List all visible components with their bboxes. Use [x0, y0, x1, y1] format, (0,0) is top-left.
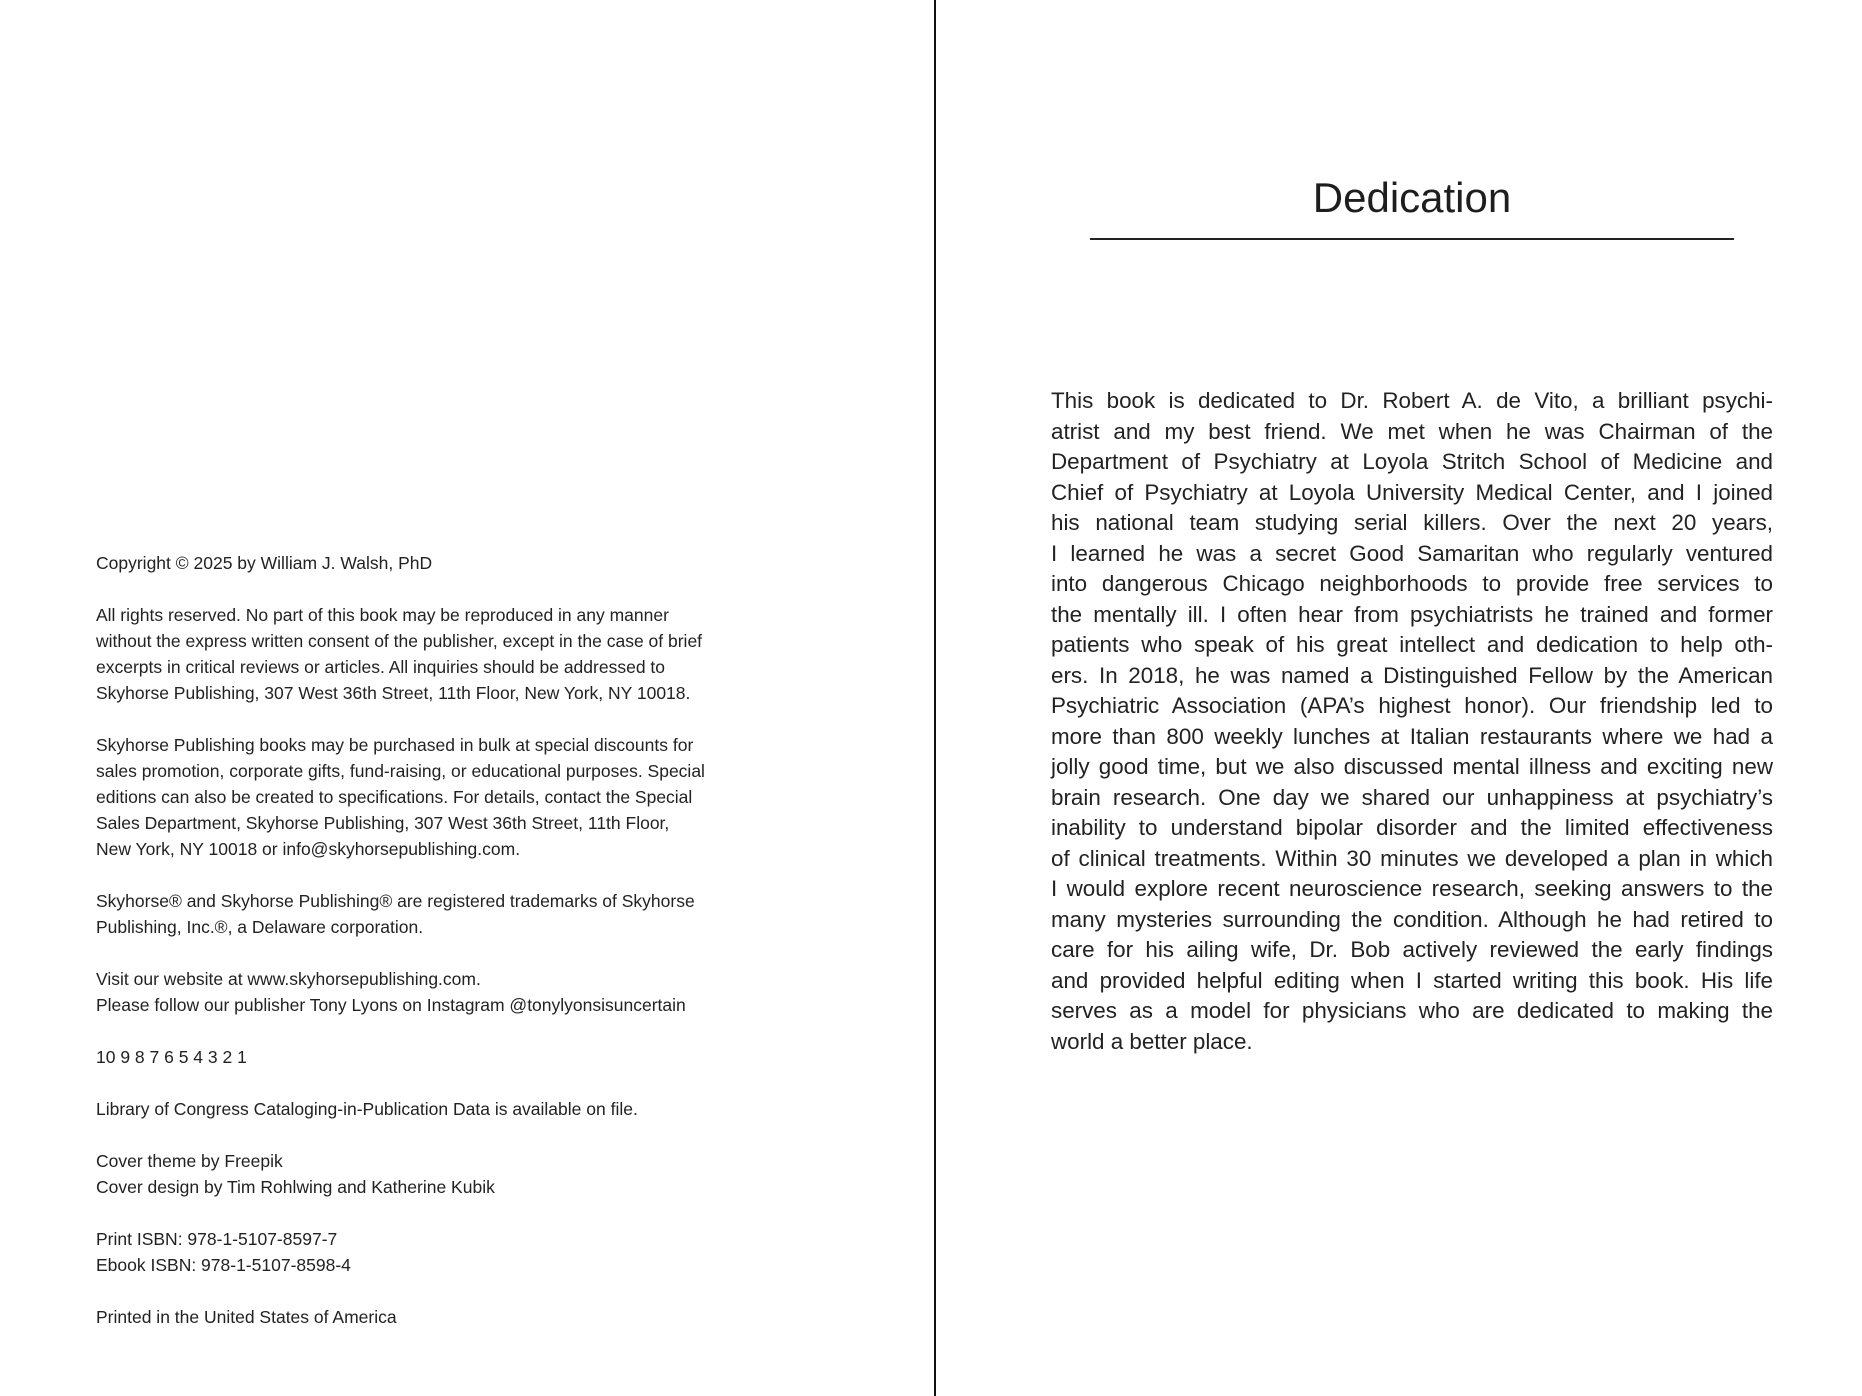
text-line: Skyhorse Publishing, 307 West 36th Street, 11th Floor, New York, NY 10018.	[96, 683, 691, 703]
text-line: Printed in the United States of America	[96, 1307, 397, 1327]
text-line: editions can also be created to specifications. For details, contact the Special	[96, 787, 693, 807]
text-line: patients who speak of his great intellect and dedication to help oth-	[1051, 632, 1773, 657]
text-line: his national team studying serial killers. Over the next 20 years,	[1051, 510, 1773, 535]
text-line: serves as a model for physicians who are dedicated to making the	[1051, 998, 1773, 1023]
copyright-notice	[96, 550, 816, 576]
text-line: Visit our website at www.skyhorsepublishing.com.	[96, 969, 481, 989]
text-line: into dangerous Chicago neighborhoods to provide free services to	[1051, 571, 1773, 596]
text-line: 10 9 8 7 6 5 4 3 2 1	[96, 1047, 247, 1067]
text-line: ers. In 2018, he was named a Distinguished Fellow by the American	[1051, 662, 1773, 688]
text-line: Cover theme by Freepik	[96, 1151, 283, 1171]
cover-credits	[96, 1148, 816, 1200]
text-line: Please follow our publisher Tony Lyons on Instagram @tonylyonsisuncertain	[96, 995, 686, 1015]
text-line: Sales Department, Skyhorse Publishing, 307 West 36th Street, 11th Floor,	[96, 813, 670, 833]
text-line: Psychiatric Association (APA’s highest honor). Our friendship led to	[1051, 693, 1773, 718]
text-line: without the express written consent of the publisher, except in the case of brief	[96, 631, 703, 651]
text-line: the mentally ill. I often hear from psychiatrists he trained and former	[1051, 601, 1773, 627]
text-line: of clinical treatments. Within 30 minutes we developed a plan in which	[1051, 845, 1773, 871]
text-line: I learned he was a secret Good Samaritan who regularly ventured	[1051, 540, 1773, 566]
text-line: Department of Psychiatry at Loyola Stritch School of Medicine and	[1051, 449, 1773, 474]
text-line: Cover design by Tim Rohlwing and Katherine Kubik	[96, 1177, 495, 1197]
text-line: This book is dedicated to Dr. Robert A. de Vito, a brilliant psychi-	[1051, 388, 1773, 413]
text-line: sales promotion, corporate gifts, fund-raising, or educational purposes. Special	[96, 761, 705, 781]
text-line: Publishing, Inc.®, a Delaware corporation.	[96, 917, 424, 937]
text-line: more than 800 weekly lunches at Italian restaurants where we had a	[1051, 723, 1773, 749]
text-line: Copyright © 2025 by William J. Walsh, PhD	[96, 553, 433, 573]
trademark-paragraph	[96, 888, 816, 940]
title-underline	[1090, 238, 1734, 240]
dedication-page	[936, 0, 1862, 1396]
text-line: excerpts in critical reviews or articles. All inquiries should be addressed to	[96, 657, 666, 677]
text-line: jolly good time, but we also discussed mental illness and exciting new	[1051, 754, 1773, 779]
text-line: world a better place.	[1051, 1028, 1253, 1054]
copyright-block	[96, 550, 816, 1356]
text-line: Print ISBN: 978-1-5107-8597-7	[96, 1229, 338, 1249]
text-line: inability to understand bipolar disorder and the limited effectiveness	[1051, 815, 1773, 840]
text-line: brain research. One day we shared our unhappiness at psychiatry’s	[1051, 784, 1773, 810]
text-line: Chief of Psychiatry at Loyola University Medical Center, and I joined	[1051, 479, 1773, 505]
text-line: Skyhorse® and Skyhorse Publishing® are registered trademarks of Skyhorse	[96, 891, 695, 911]
text-line: care for his ailing wife, Dr. Bob actively reviewed the early findings	[1051, 937, 1773, 962]
website-paragraph	[96, 966, 816, 1018]
rights-paragraph	[96, 602, 816, 706]
bulk-sales-paragraph	[96, 732, 816, 862]
page-title: Dedication	[1312, 174, 1512, 221]
text-line: Library of Congress Cataloging-in-Publication Data is available on file.	[96, 1099, 638, 1119]
text-line: New York, NY 10018 or info@skyhorsepublishing.com.	[96, 839, 521, 859]
isbn-block	[96, 1226, 816, 1278]
text-line: many mysteries surrounding the condition. Although he had retired to	[1051, 906, 1773, 932]
dedication-paragraph	[1051, 386, 1773, 1057]
text-line: I would explore recent neuroscience research, seeking answers to the	[1051, 876, 1773, 901]
cip-paragraph	[96, 1096, 816, 1122]
printing-line	[96, 1044, 816, 1070]
text-line: Skyhorse Publishing books may be purchased in bulk at special discounts for	[96, 735, 694, 755]
text-line: All rights reserved. No part of this book may be reproduced in any manner	[96, 605, 669, 625]
text-line: Ebook ISBN: 978-1-5107-8598-4	[96, 1255, 351, 1275]
text-line: and provided helpful editing when I started writing this book. His life	[1051, 967, 1773, 993]
text-line: atrist and my best friend. We met when he was Chairman of the	[1051, 418, 1773, 444]
printed-in	[96, 1304, 816, 1330]
